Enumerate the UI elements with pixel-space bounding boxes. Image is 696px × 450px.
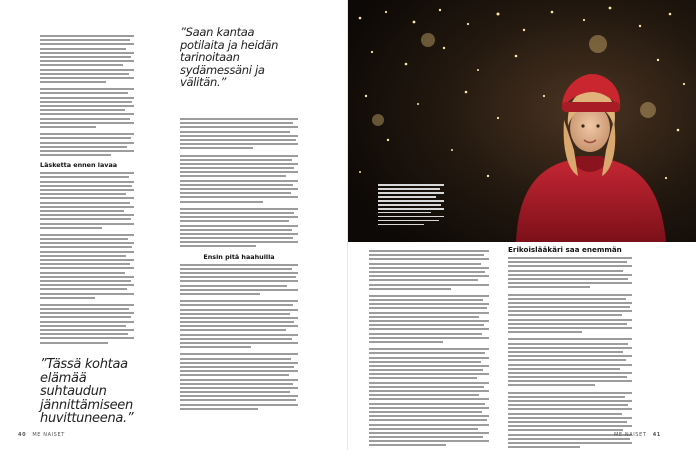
text-block <box>369 250 489 449</box>
right-text-column-2 <box>508 242 632 450</box>
pull-quote-top: ”Saan kantaa potilaita ja heidän tarinoitaan sydämessäni ja välitän.” <box>180 25 279 89</box>
left-text-column-1 <box>40 35 134 346</box>
text-block <box>40 35 134 158</box>
footer-left <box>14 432 65 438</box>
subhead-left: Läsketta ennen lavaa <box>40 161 118 170</box>
page-number-left: 40 <box>18 432 27 438</box>
pull-quote-bottom: ”Tässä kohtaa elämää suhtaudun jännittämiseen huvittuneena.” <box>40 357 134 427</box>
magazine-name-left: ME NAISET <box>32 432 65 438</box>
text-block <box>180 264 298 412</box>
text-block <box>508 257 632 450</box>
page-number-right: 41 <box>652 432 661 438</box>
subhead-middle: Ensin pitä haahuilla <box>203 252 275 261</box>
left-text-column-2 <box>180 118 298 412</box>
footer-right <box>614 432 665 438</box>
right-text-column-1 <box>369 250 489 449</box>
text-block <box>40 172 134 346</box>
subhead-right: Erikoislääkäri saa enemmän <box>508 245 622 254</box>
magazine-name-right: ME NAISET <box>614 432 647 438</box>
text-block <box>180 118 298 250</box>
photo-caption <box>378 184 444 228</box>
